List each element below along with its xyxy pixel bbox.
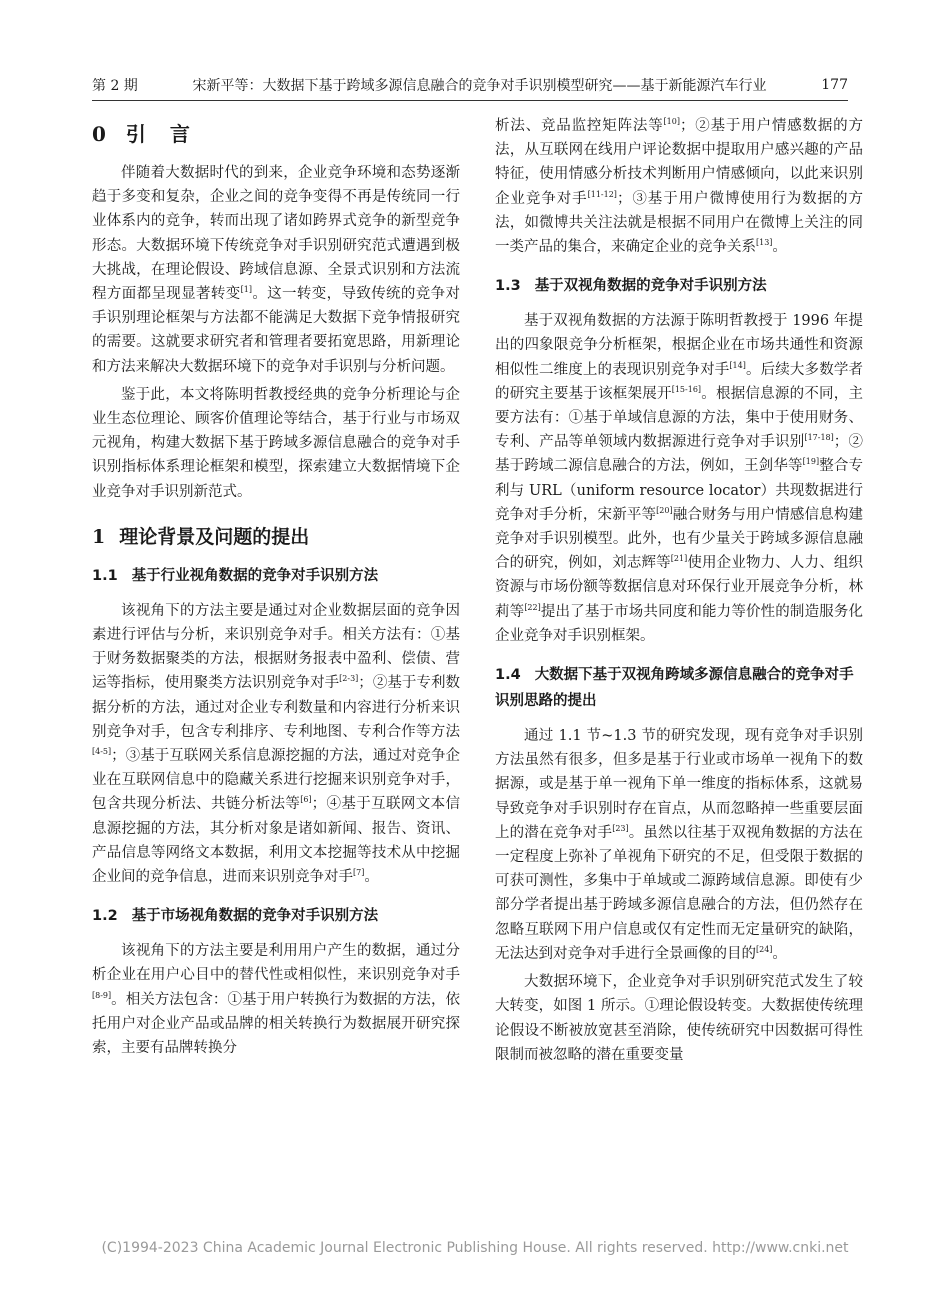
issue-number: 第 2 期 — [92, 78, 138, 94]
citation: [23] — [612, 824, 629, 834]
section-title: 理论背景及问题的提出 — [119, 525, 310, 548]
paragraph: 基于双视角数据的方法源于陈明哲教授于 1996 年提出的四象限竞争分析框架，根据企业在市场共通性和资源相似性二维度上的表现识别竞争对手[14]。后续大多数学者的研究主要基于该框架展开[15-16]。根据信息源的不同，主要方法有：①基于单域信息源的方法，集中于使用财务、专利、产品等单领域内数据源进行竞争对手识别[17-18]；②基于跨域二源信息融合的方法，例如，王剑华等[19]整合专利与 URL（uniform resource locator）共现数据进行竞争对手分析，宋新平等[20]融合财务与用户情感信息构建竞争对手识别模型。此外，也有少量关于跨域多源信息融合的研究，例如，刘志辉等[21]使用企业物力、人力、组织资源与市场份额等数据信息对环保行业开展竞争分析，林莉等[22]提出了基于市场共同度和能力等价性的制造服务化企业竞争对手识别框架。 — [495, 313, 864, 644]
paragraph: 该视角下的方法主要是利用用户产生的数据，通过分析企业在用户心目中的替代性或相似性，来识别竞争对手[8-9]。相关方法包含：①基于用户转换行为数据的方法，依托用户对企业产品或品牌的相关转换行为数据展开研究探索，主要有品牌转换分 — [92, 943, 460, 1057]
copyright-footer: (C)1994-2023 China Academic Journal Electronic Publishing House. All rights reserved. http://www.cnki.net — [101, 1240, 849, 1256]
running-header — [92, 72, 848, 101]
citation: [19] — [802, 457, 820, 467]
citation: [15-16] — [671, 385, 702, 394]
citation: [1] — [240, 285, 252, 295]
citation: [2-3] — [339, 674, 359, 684]
paragraph: 伴随着大数据时代的到来，企业竞争环境和态势逐渐趋于多变和复杂，企业之间的竞争变得不再是传统同一行业体系内的竞争，转而出现了诸如跨界式竞争的新型竞争形态。大数据环境下传统竞争对手识别研究范式遭遇到极大挑战，在理论假设、跨域信息源、全景式识别和方法流程方面都呈现显著转变[1]。这一转变，导致传统的竞争对手识别理论框架与方法都不能满足大数据下竞争情报研究的需要。这就要求研究者和管理者要拓宽思路，用新理论和方法来解决大数据环境下的竞争对手识别与分析问题。 — [92, 165, 461, 375]
paragraph: 析法、竞品监控矩阵法等[10]；②基于用户情感数据的方法，从互联网在线用户评论数据中提取用户感兴趣的产品特征，使用情感分析技术判断用户情感倾向，以此来识别企业竞争对手[11-12]；③基于用户微博使用行为数据的方法，如微博共关注法就是根据不同用户在微博上关注的同一类产品的集合，来确定企业的竞争关系[13]。 — [495, 117, 864, 256]
citation: [10] — [663, 117, 680, 127]
paragraph: 通过 1.1 节~1.3 节的研究发现，现有竞争对手识别方法虽然有很多，但多是基于行业或市场单一视角下的数据源，或是基于单一视角下单一维度的指标体系，这就易导致竞争对手识别时存在盲点，从而忽略掉一些重要层面上的潜在竞争对手[23]。虽然以往基于双视角数据的方法在一定程度上弥补了单视角下研究的不足，但受限于数据的可获可测性，多集中于单域或二源跨域信息源。即使有少部分学者提出基于跨域多源信息融合的方法，但仍然存在忽略互联网下用户信息或仅有定性而无定量研究的缺陷，无法达到对竞争对手进行全景画像的目的[24]。 — [495, 728, 864, 962]
section-number: 0 — [92, 122, 108, 146]
subsection-1-4-heading: 1.4 大数据下基于双视角跨域多源信息融合的竞争对手识别思路的提出 — [495, 667, 854, 710]
citation: [24] — [756, 945, 773, 955]
citation: [20] — [656, 506, 673, 516]
section-0-heading — [92, 118, 460, 147]
page-number: 177 — [821, 77, 848, 93]
paragraph: 该视角下的方法主要是通过对企业数据层面的竞争因素进行评估与分析，来识别竞争对手。相关方法有：①基于财务数据聚类的方法，根据财务报表中盈利、偿债、营运等指标，使用聚类方法识别竞争对手[2-3]；②基于专利数据分析的方法，通过对企业专利数量和内容进行分析来识别竞争对手，包含专利排序、专利地图、专利合作等方法[4-5]；③基于互联网关系信息源挖掘的方法，通过对竞争企业在互联网信息中的隐藏关系进行挖掘来识别竞争对手，包含共现分析法、共链分析法等[6]；④基于互联网文本信息源挖掘的方法，其分析对象是诸如新闻、报告、资讯、产品信息等网络文本数据，利用文本挖掘等技术从中挖掘企业间的竞争信息，进而来识别竞争对手[7]。 — [92, 602, 461, 886]
citation: [22] — [524, 602, 541, 612]
citation: [6] — [300, 795, 312, 805]
subsection-1-1-heading: 1.1 基于行业视角数据的竞争对手识别方法 — [92, 567, 379, 584]
subsection-1-2-heading: 1.2 基于市场视角数据的竞争对手识别方法 — [92, 908, 379, 925]
citation: [17-18] — [804, 433, 834, 443]
citation: [14] — [729, 360, 746, 370]
paragraph: 大数据环境下，企业竞争对手识别研究范式发生了较大转变，如图 1 所示。①理论假设转变。大数据使传统理论假设不断被放宽甚至消除，使传统研究中因数据可得性限制而被忽略的潜在重要变量 — [495, 974, 863, 1063]
citation: [11-12] — [587, 189, 617, 199]
citation: [21] — [670, 554, 688, 564]
section-1-heading — [92, 522, 460, 549]
section-title: 引 言 — [125, 122, 192, 146]
right-column — [495, 114, 863, 1071]
paragraph: 鉴于此，本文将陈明哲教授经典的竞争分析理论与企业生态位理论、顾客价值理论等结合，基于行业与市场双元视角，构建大数据下基于跨域多源信息融合的竞争对手识别指标体系理论框架和模型，探索建立大数据情境下企业竞争对手识别新范式。 — [92, 386, 460, 500]
citation: [4-5] — [92, 747, 112, 757]
citation: [8-9] — [92, 990, 112, 1000]
citation: [7] — [353, 868, 365, 878]
section-number: 1 — [92, 525, 106, 548]
left-column — [92, 110, 460, 1064]
subsection-1-3-heading: 1.3 基于双视角数据的竞争对手识别方法 — [495, 278, 767, 295]
citation: [13] — [756, 238, 773, 248]
running-title: 宋新平等：大数据下基于跨域多源信息融合的竞争对手识别模型研究——基于新能源汽车行业 — [192, 78, 767, 94]
